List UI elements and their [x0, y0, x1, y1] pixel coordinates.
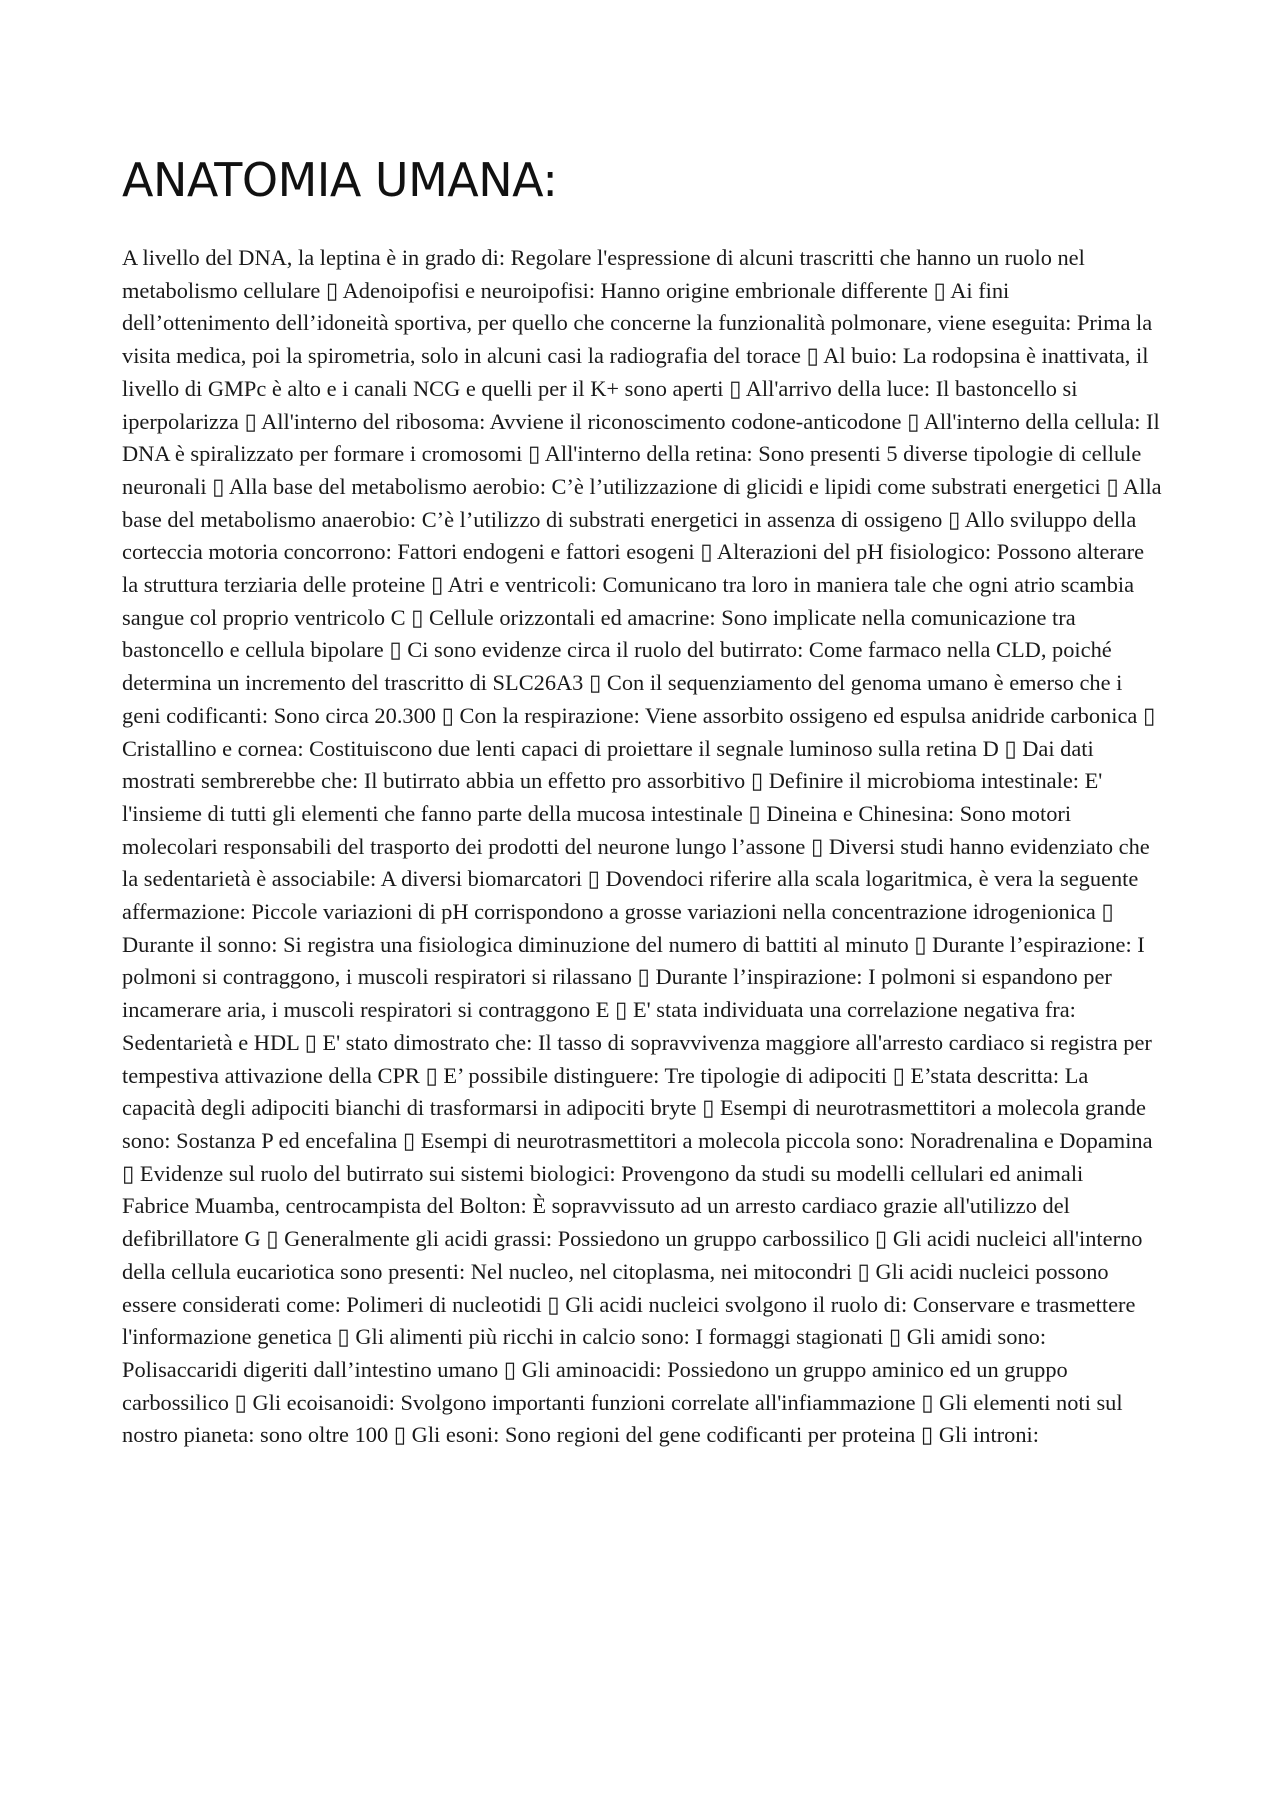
paragraph: A livello del DNA, la leptina è in grado di: Regolare l'espressione di alcuni trascritti che hanno un ruolo nel metabolismo cellulare ▯ Adenoipofisi e neuroipofisi: Hanno origine embrionale differente ▯ Ai fini dell’ottenimento dell’idoneità sportiva, per quello che concerne la funzionalità polmonare, viene eseguita: Prima la visita medica, poi la spirometria, solo in alcuni casi la radiografia del torace ▯ Al buio: La rodopsina è inattivata, il livello di GMPc è alto e i canali NCG e quelli per il K+ sono aperti ▯ All'arrivo della luce: Il bastoncello si iperpolarizza ▯ All'interno del ribosoma: Avviene il riconoscimento codone-anticodone ▯ All'interno della cellula: Il DNA è spiralizzato per formare i cromosomi ▯ All'interno della retina: Sono presenti 5 diverse tipologie di cellule neuronali ▯ Alla base del metabolismo aerobio: C’è l’utilizzazione di glicidi e lipidi come substrati energetici ▯ Alla base del metabolismo anaerobio: C’è l’utilizzo di substrati energetici in assenza di ossigeno ▯ Allo sviluppo della corteccia motoria concorrono: Fattori endogeni e fattori esogeni ▯ Alterazioni del pH fisiologico: Possono alterare la struttura terziaria delle proteine ▯ Atri e ventricoli: Comunicano tra loro in maniera tale che ogni atrio scambia sangue col proprio ventricolo C ▯ Cellule orizzontali ed amacrine: Sono implicate nella comunicazione tra bastoncello e cellula bipolare ▯ Ci sono evidenze circa il ruolo del butirrato: Come farmaco nella CLD, poiché determina un incremento del trascritto di SLC26A3 ▯ Con il sequenziamento del genoma umano è emerso che i geni codificanti: Sono circa 20.300 ▯ Con la respirazione: Viene assorbito ossigeno ed espulsa anidride carbonica ▯ Cristallino e cornea: Costituiscono due lenti capaci di proiettare il segnale luminoso sulla retina D ▯ Dai dati mostrati sembrerebbe che: Il butirrato abbia un effetto pro assorbitivo ▯ Definire il microbioma intestinale: E' l'insieme di tutti gli elementi che fanno parte della mucosa intestinale ▯ Dineina e Chinesina: Sono motori molecolari responsabili del trasporto dei prodotti del neurone lungo l’assone ▯ Diversi studi hanno evidenziato che la sedentarietà è associabile: A diversi biomarcatori ▯ Dovendoci riferire alla scala logaritmica, è vera la seguente affermazione: Piccole variazioni di pH corrispondono a grosse variazioni nella concentrazione idrogenionica ▯ Durante il sonno: Si registra una fisiologica diminuzione del numero di battiti al minuto ▯ Durante l’espirazione: I polmoni si contraggono, i muscoli respiratori si rilassano ▯ Durante l’inspirazione: I polmoni si espandono per incamerare aria, i muscoli respiratori si contraggono E ▯ E' stata individuata una correlazione negativa fra: Sedentarietà e HDL ▯ E' stato dimostrato che: Il tasso di sopravvivenza maggiore all'arresto cardiaco si registra per tempestiva attivazione della CPR ▯ E’ possibile distinguere: Tre tipologie di adipociti ▯ E’stata descritta: La capacità degli adipociti bianchi di trasformarsi in adipociti bryte ▯ Esempi di neurotrasmettitori a molecola grande sono: Sostanza P ed encefalina ▯ Esempi di neurotrasmettitori a molecola piccola sono: Noradrenalina e Dopamina ▯ Evidenze sul ruolo del butirrato sui sistemi biologici: Provengono da studi su modelli cellulari ed animali: [122, 245, 1162, 1186]
document-title: ANATOMIA UMANA:: [122, 153, 558, 207]
document-body: [122, 242, 1162, 1452]
paragraph: Fabrice Muamba, centrocampista del Bolton: È sopravvissuto ad un arresto cardiaco grazie all'utilizzo del defibrillatore G ▯ Generalmente gli acidi grassi: Possiedono un gruppo carbossilico ▯ Gli acidi nucleici all'interno della cellula eucariotica sono presenti: Nel nucleo, nel citoplasma, nei mitocondri ▯ Gli acidi nucleici possono essere considerati come: Polimeri di nucleotidi ▯ Gli acidi nucleici svolgono il ruolo di: Conservare e trasmettere l'informazione genetica ▯ Gli alimenti più ricchi in calcio sono: I formaggi stagionati ▯ Gli amidi sono: Polisaccaridi digeriti dall’intestino umano ▯ Gli aminoacidi: Possiedono un gruppo aminico ed un gruppo carbossilico ▯ Gli ecoisanoidi: Svolgono importanti funzioni correlate all'infiammazione ▯ Gli elementi noti sul nostro pianeta: sono oltre 100 ▯ Gli esoni: Sono regioni del gene codificanti per proteina ▯ Gli introni:: [122, 1193, 1143, 1448]
